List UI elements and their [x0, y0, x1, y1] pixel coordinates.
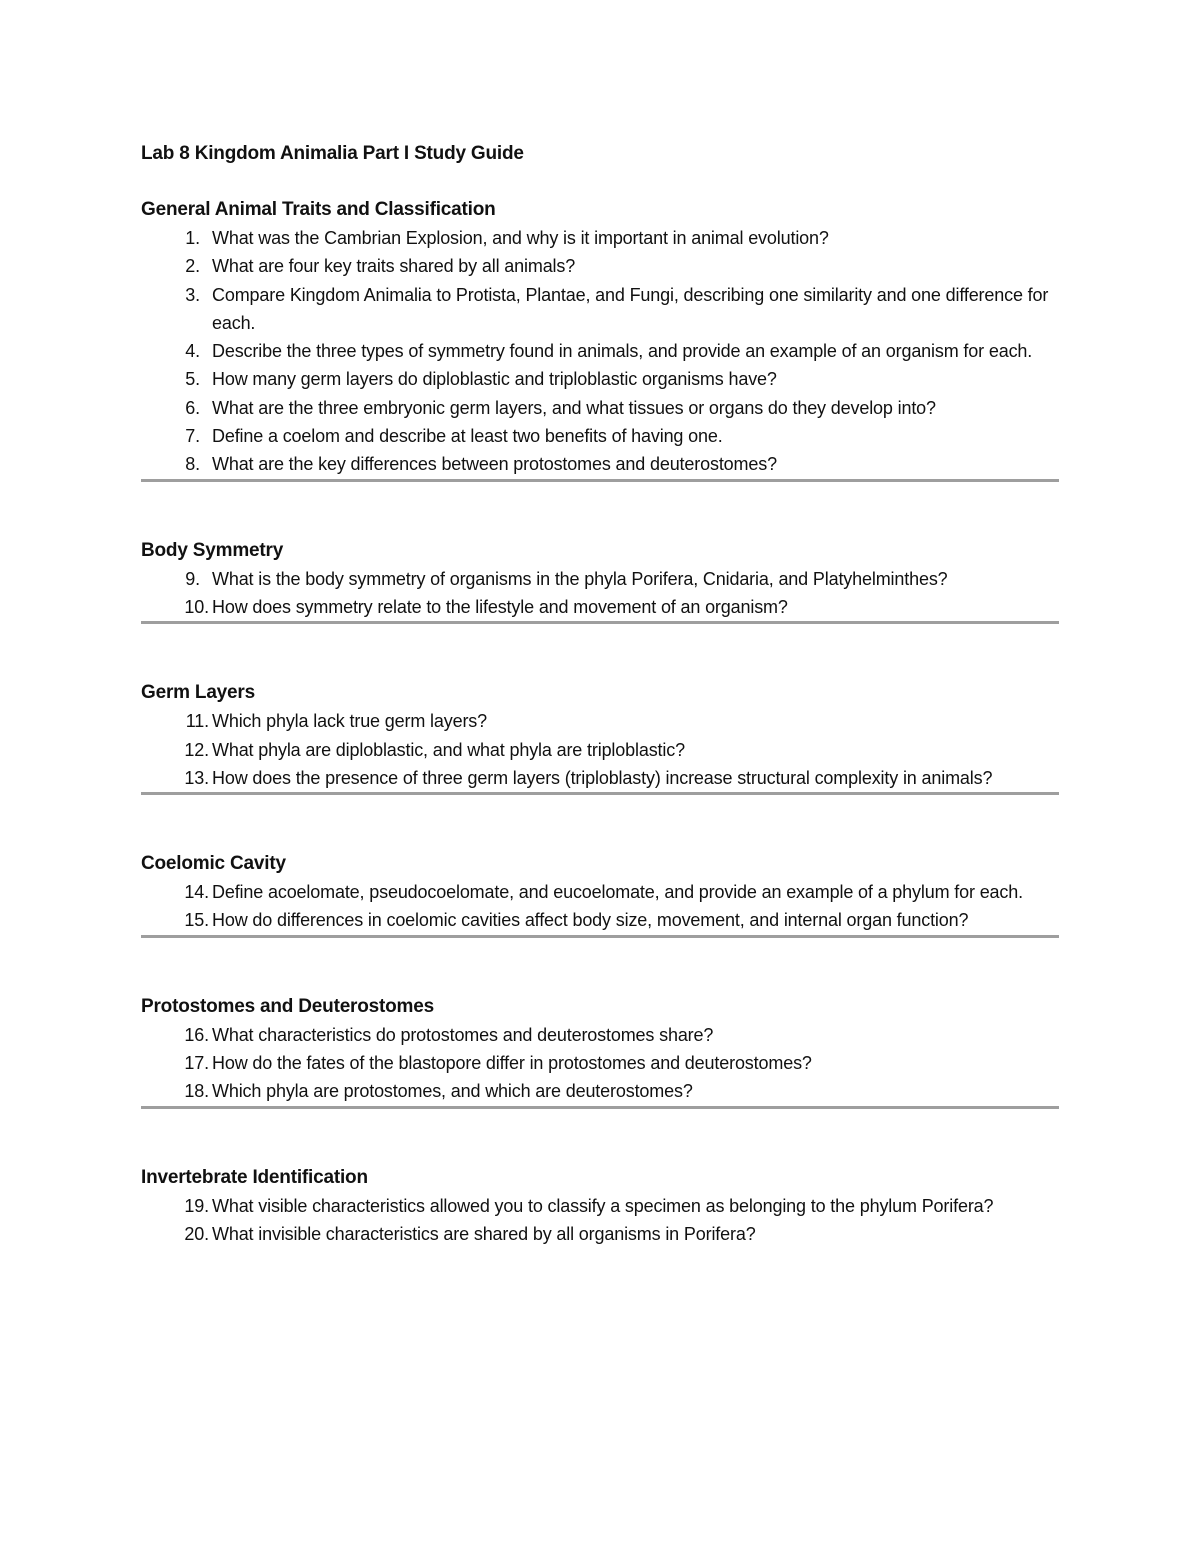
question-item [141, 736, 1059, 764]
question-text: How do the fates of the blastopore differ in protostomes and deuterostomes? [212, 1053, 812, 1074]
question-list [141, 878, 1059, 935]
question-text: What visible characteristics allowed you to classify a specimen as belonging to the phylum Porifera? [212, 1195, 994, 1216]
question-number: 20. [184, 1223, 209, 1244]
section-heading: Protostomes and Deuterostomes [141, 995, 434, 1017]
question-number: 2. [185, 256, 200, 277]
question-number: 8. [185, 454, 200, 475]
section-heading: Body Symmetry [141, 539, 284, 561]
section-invertebrate-identification [141, 1164, 1059, 1249]
question-number: 4. [185, 341, 200, 362]
question-number: 17. [184, 1053, 209, 1074]
question-text: What phyla are diploblastic, and what phyla are triploblastic? [212, 739, 685, 760]
question-number: 14. [184, 882, 209, 903]
question-text: What characteristics do protostomes and deuterostomes share? [212, 1024, 714, 1045]
question-item [141, 878, 1059, 906]
section-body-symmetry [141, 537, 1059, 625]
section-germ-layers [141, 679, 1059, 795]
question-item [141, 422, 1059, 450]
section-heading: Germ Layers [141, 682, 255, 704]
question-text: What are four key traits shared by all animals? [212, 256, 576, 277]
question-item [141, 1192, 1059, 1220]
question-number: 9. [185, 568, 200, 589]
question-number: 15. [184, 910, 209, 931]
question-text: How does symmetry relate to the lifestyle and movement of an organism? [212, 596, 788, 617]
question-text: Which phyla lack true germ layers? [212, 711, 488, 732]
section-spacer [141, 482, 1059, 537]
question-item [141, 764, 1059, 792]
question-item [141, 1021, 1059, 1049]
question-text: What are the three embryonic germ layers, and what tissues or organs do they develop into? [212, 397, 936, 418]
question-item [141, 337, 1059, 365]
question-number: 1. [185, 228, 200, 248]
question-item [141, 565, 1059, 593]
question-item [141, 707, 1059, 735]
question-item [141, 224, 1059, 252]
question-text: Compare Kingdom Animalia to Protista, Plantae, and Fungi, describing one similarity and one difference for each. [212, 284, 1049, 333]
section-heading: General Animal Traits and Classification [141, 199, 496, 220]
question-number: 16. [184, 1024, 209, 1045]
title-spacer [141, 168, 1059, 196]
question-text: Describe the three types of symmetry found in animals, and provide an example of an organism for each. [212, 341, 1033, 362]
question-number: 5. [185, 369, 200, 390]
question-number: 3. [185, 284, 200, 305]
section-spacer [141, 624, 1059, 679]
question-list [141, 1192, 1059, 1249]
study-guide-page [141, 140, 1059, 1248]
question-list [141, 1021, 1059, 1106]
question-text: How does the presence of three germ layers (triploblasty) increase structural complexity in animals? [212, 767, 993, 788]
question-item [141, 1077, 1059, 1105]
section-spacer [141, 1109, 1059, 1164]
question-number: 12. [184, 739, 209, 760]
question-text: What are the key differences between protostomes and deuterostomes? [212, 454, 777, 475]
question-number: 10. [184, 596, 209, 617]
question-item [141, 593, 1059, 621]
section-heading: Coelomic Cavity [141, 853, 286, 875]
question-text: Which phyla are protostomes, and which are deuterostomes? [212, 1081, 693, 1102]
question-number: 13. [184, 767, 209, 788]
question-text: How many germ layers do diploblastic and triploblastic organisms have? [212, 369, 777, 390]
question-item [141, 450, 1059, 478]
question-text: Define acoelomate, pseudocoelomate, and eucoelomate, and provide an example of a phylum for each. [212, 882, 1023, 903]
question-item [141, 1049, 1059, 1077]
question-text: What was the Cambrian Explosion, and why is it important in animal evolution? [212, 228, 829, 248]
question-number: 18. [184, 1081, 209, 1102]
question-number: 6. [185, 397, 200, 418]
question-text: What is the body symmetry of organisms in the phyla Porifera, Cnidaria, and Platyhelminthes? [212, 568, 948, 589]
question-item [141, 1220, 1059, 1248]
question-number: 19. [184, 1195, 209, 1216]
section-general-animal-traits [141, 196, 1059, 482]
question-item [141, 365, 1059, 393]
question-text: How do differences in coelomic cavities affect body size, movement, and internal organ function? [212, 910, 969, 931]
section-spacer [141, 938, 1059, 993]
section-coelomic-cavity [141, 850, 1059, 938]
question-number: 11. [185, 711, 209, 732]
question-list [141, 707, 1059, 792]
question-item [141, 906, 1059, 934]
question-number: 7. [185, 426, 200, 447]
question-list [141, 224, 1059, 479]
question-text: What invisible characteristics are shared by all organisms in Porifera? [212, 1223, 756, 1244]
section-protostomes-deuterostomes [141, 993, 1059, 1109]
question-item [141, 394, 1059, 422]
question-list [141, 565, 1059, 622]
question-text: Define a coelom and describe at least two benefits of having one. [212, 426, 723, 447]
document-title: Lab 8 Kingdom Animalia Part I Study Guide [141, 143, 524, 164]
section-heading: Invertebrate Identification [141, 1166, 368, 1188]
section-spacer [141, 795, 1059, 850]
question-item [141, 252, 1059, 280]
question-item [141, 281, 1059, 338]
